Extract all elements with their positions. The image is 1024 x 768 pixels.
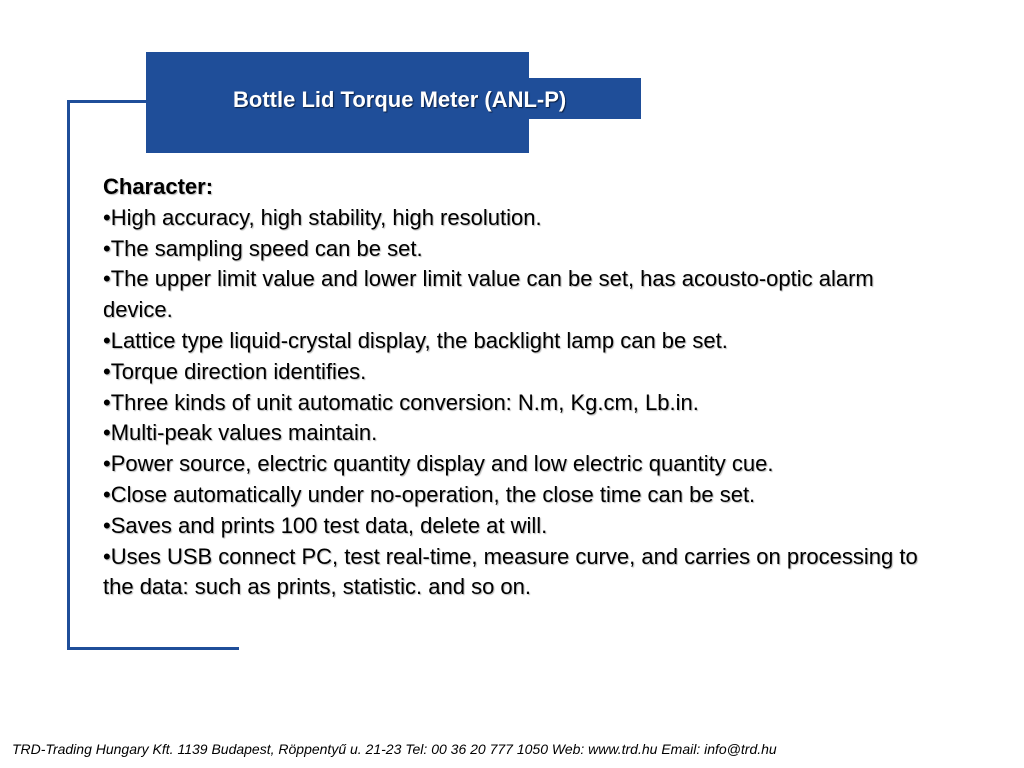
bullet-marker: • [103,235,111,261]
bullet-marker: • [103,266,111,292]
list-item [103,203,943,234]
frame-bracket-bottom [67,647,239,650]
bullet-marker: • [103,481,111,507]
bullet-marker: • [103,327,111,353]
bullet-marker: • [103,358,111,384]
list-item [103,264,943,326]
bullet-marker: • [103,389,111,415]
bullet-marker: • [103,451,111,477]
footer-contact: TRD-Trading Hungary Kft. 1139 Budapest, Röppentyű u. 21-23 Tel: 00 36 20 777 1050 Web: www.trd.hu Email: info@trd.hu [12,741,777,757]
bullet-marker: • [103,420,111,446]
feature-text: Uses USB connect PC, test real-time, measure curve, and carries on processing to the data: such as prints, statistic. and so on. [103,543,918,600]
feature-list [103,203,943,603]
bullet-marker: • [103,204,111,230]
feature-text: The sampling speed can be set. [110,235,423,261]
slide-title: Bottle Lid Torque Meter (ANL-P) [233,87,567,112]
character-heading: Character: [103,174,214,199]
bullet-marker: • [103,512,111,538]
feature-text: Torque direction identifies. [110,358,367,384]
frame-bracket-top [67,100,147,103]
feature-text: Power source, electric quantity display and low electric quantity cue. [110,451,774,477]
feature-text: Three kinds of unit automatic conversion: N.m, Kg.cm, Lb.in. [110,389,699,415]
list-item [103,480,943,511]
list-item [103,326,943,357]
list-item [103,418,943,449]
feature-text: Multi-peak values maintain. [110,420,378,446]
slide-content [103,172,943,603]
feature-text: The upper limit value and lower limit value can be set, has acousto-optic alarm device. [103,266,874,323]
feature-text: Close automatically under no-operation, the close time can be set. [110,481,756,507]
feature-text: Saves and prints 100 test data, delete at will. [110,512,548,538]
bullet-marker: • [103,543,111,569]
list-item [103,511,943,542]
feature-text: Lattice type liquid-crystal display, the backlight lamp can be set. [110,327,728,353]
feature-text: High accuracy, high stability, high resolution. [110,204,542,230]
list-item [103,234,943,265]
list-item [103,542,943,604]
frame-bracket-left [67,100,70,650]
list-item [103,388,943,419]
list-item [103,449,943,480]
list-item [103,357,943,388]
